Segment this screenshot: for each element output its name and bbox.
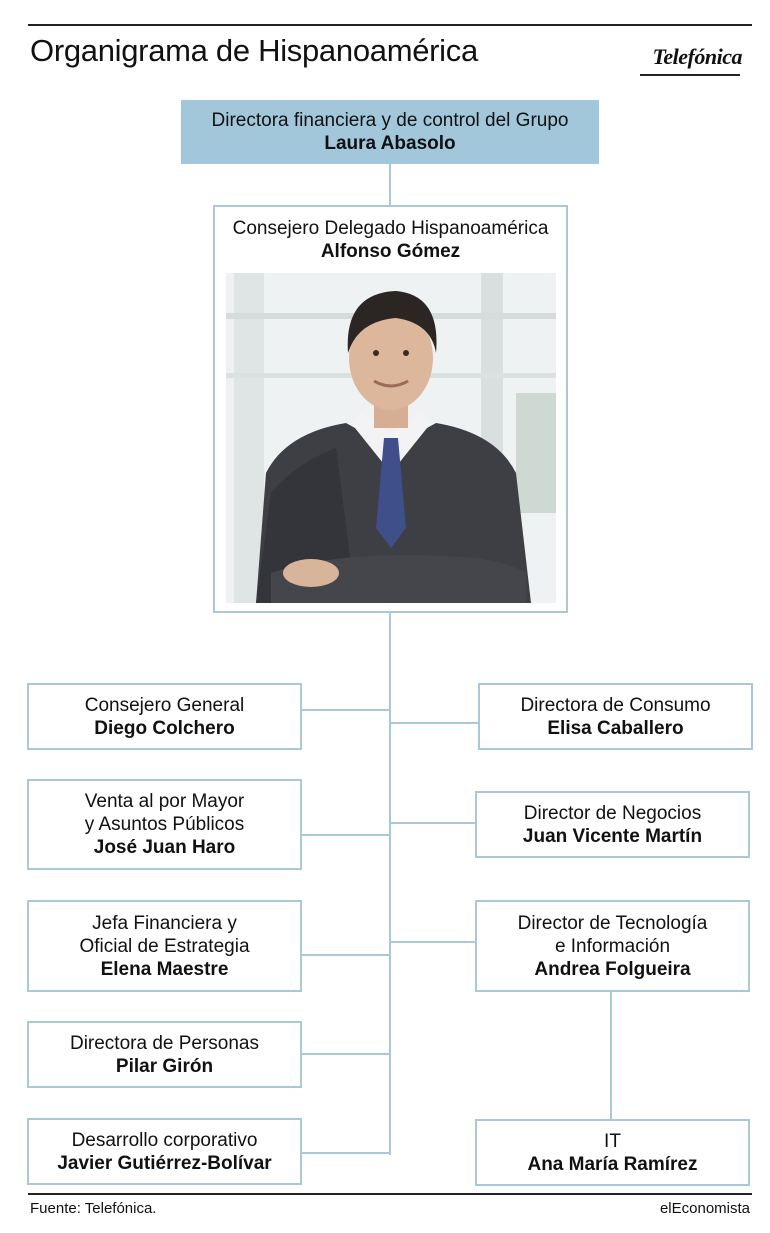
left-box-4 [27,1021,302,1088]
right-box-4-name: Ana María Ramírez [527,1153,698,1175]
left-box-3-name: Elena Maestre [100,958,229,980]
ceo-box [213,205,568,613]
left-box-1-name: Diego Colchero [94,717,235,739]
right-box-2-role: Director de Negocios [523,802,702,824]
group-cfo-name: Laura Abasolo [324,133,456,154]
connector-left-4 [301,1053,390,1055]
bottom-rule [28,1193,752,1195]
connector-it [610,991,612,1120]
left-box-2 [27,779,302,870]
left-box-5-role: Desarrollo corporativo [71,1129,258,1151]
right-box-2 [475,791,750,858]
right-box-1 [478,683,753,750]
logo-underline [640,74,740,76]
left-box-5 [27,1118,302,1185]
ceo-name: Alfonso Gómez [320,241,461,262]
right-box-2-name: Juan Vicente Martín [522,825,703,847]
left-box-4-name: Pilar Girón [115,1055,214,1077]
left-box-3 [27,900,302,992]
connector-left-3 [301,954,390,956]
publisher-brand: elEconomista [659,1200,750,1217]
connector-left-5 [301,1152,390,1154]
page-title: Organigrama de Hispanoamérica [30,33,478,68]
group-cfo-role: Directora financiera y de control del Grupo [211,110,569,131]
ceo-role: Consejero Delegado Hispanoamérica [232,218,549,239]
left-box-1 [27,683,302,750]
top-rule [28,24,752,26]
left-box-3-role-line1: Jefa Financiera y [92,912,237,934]
left-box-5-name: Javier Gutiérrez-Bolívar [57,1152,272,1174]
source-note: Fuente: Telefónica. [30,1200,157,1217]
telefonica-logo: Telefónica [652,44,742,69]
connector-right-2 [390,822,476,824]
connector-right-3 [390,941,476,943]
right-box-1-name: Elisa Caballero [547,717,684,739]
right-box-3 [475,900,750,992]
left-box-2-role-line1: Venta al por Mayor [84,791,245,812]
left-box-3-role-line2: Oficial de Estrategia [79,935,250,957]
left-box-4-role: Directora de Personas [69,1032,260,1054]
connector-left-2 [301,834,390,836]
connector-top-ceo [389,164,391,205]
connector-trunk [389,613,391,1155]
ceo-photo [226,273,556,603]
right-box-1-role: Directora de Consumo [520,694,711,716]
group-cfo-box [181,100,599,164]
right-box-4 [475,1119,750,1186]
right-box-3-role-line2: e Información [554,935,671,957]
left-box-2-role-line2: y Asuntos Públicos [84,814,245,835]
right-box-3-role-line1: Director de Tecnología [517,912,708,934]
right-box-4-role: IT [604,1130,621,1152]
connector-left-1 [301,709,390,711]
right-box-3-name: Andrea Folgueira [534,958,691,980]
left-box-1-role: Consejero General [84,694,245,716]
connector-right-1 [390,722,478,724]
ceo-portrait-image [226,273,556,603]
left-box-2-name: José Juan Haro [93,837,236,858]
